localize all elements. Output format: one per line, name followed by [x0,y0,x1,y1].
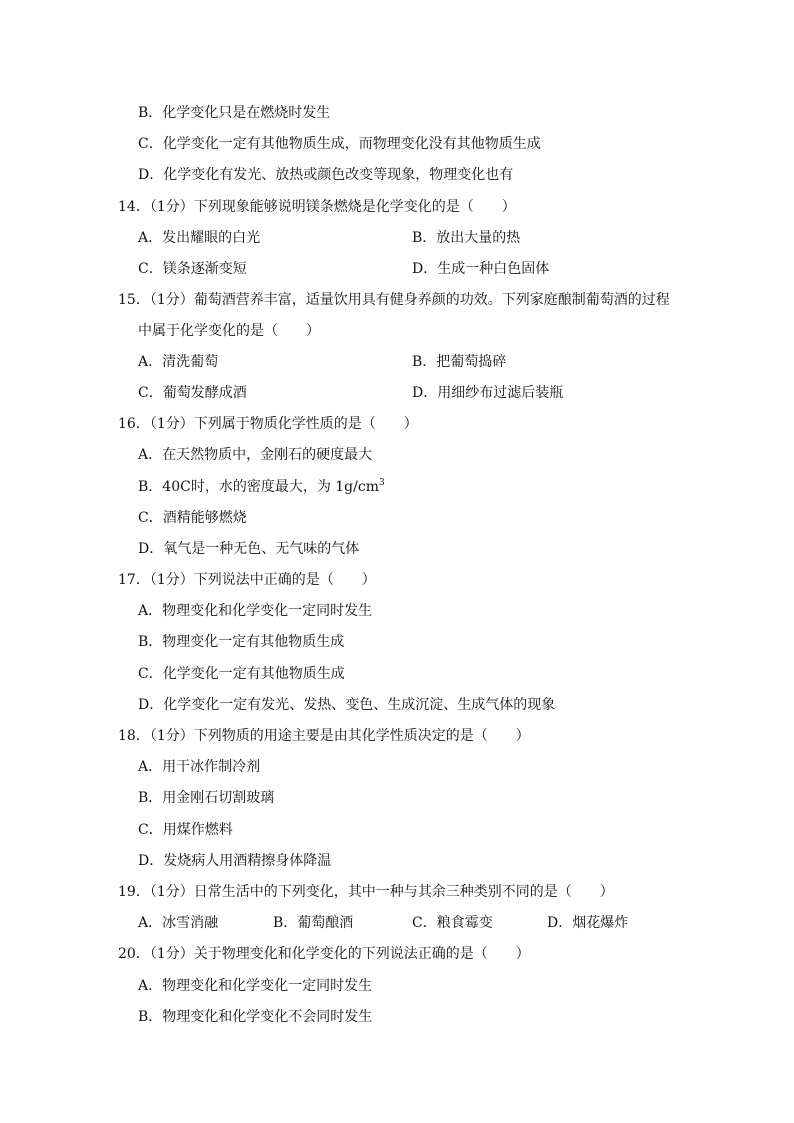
q15-option-b: B．把葡萄捣碎 [412,354,507,370]
q18-option-d: D．发烧病人用酒精擦身体降温 [138,853,332,869]
q19-stem: 19．（1分）日常生活中的下列变化，其中一种与其余三种类别不同的是（ ） [118,884,614,900]
q14-option-d: D．生成一种白色固体 [412,261,550,277]
q14-option-b: B．放出大量的热 [412,230,521,246]
q19-option-b: B．葡萄酿酒 [273,915,354,931]
q18-option-b: B．用金刚石切割玻璃 [138,790,275,806]
q16-option-b [138,478,385,496]
q15-option-a: A．清洗葡萄 [138,354,219,370]
q19-option-c: C．粮食霉变 [412,915,493,931]
q17-option-d: D．化学变化一定有发光、发热、变色、生成沉淀、生成气体的现象 [138,697,556,713]
q20-option-b: B．物理变化和化学变化不会同时发生 [138,1009,373,1025]
q15-stem-continued: 中属于化学变化的是（ ） [138,323,320,339]
q13-option-d: D．化学变化有发光、放热或颜色改变等现象，物理变化也有 [138,167,514,183]
q20-stem: 20．（1分）关于物理变化和化学变化的下列说法正确的是（ ） [118,946,530,962]
q20-option-a: A．物理变化和化学变化一定同时发生 [138,978,373,994]
q18-option-a: A．用干冰作制冷剂 [138,759,261,775]
q15-option-c: C．葡萄发酵成酒 [138,385,247,401]
q16-option-d: D．氧气是一种无色、无气味的气体 [138,541,360,557]
q17-option-b: B．物理变化一定有其他物质生成 [138,634,345,650]
q15-option-d: D．用细纱布过滤后装瓶 [412,385,564,401]
q19-option-a: A．冰雪消融 [138,915,219,931]
q19-option-d: D．烟花爆炸 [547,915,629,931]
q16-option-b-superscript: 3 [378,478,385,488]
q17-option-c: C．化学变化一定有其他物质生成 [138,666,345,682]
q13-option-c: C．化学变化一定有其他物质生成，而物理变化没有其他物质生成 [138,136,541,152]
q14-option-c: C．镁条逐渐变短 [138,261,247,277]
q16-option-a: A．在天然物质中，金刚石的硬度最大 [138,447,373,463]
q16-stem: 16．（1分）下列属于物质化学性质的是（ ） [118,416,418,432]
q17-stem: 17．（1分）下列说法中正确的是（ ） [118,572,376,588]
q16-option-b-text: B．40C时，水的密度最大，为 1g/cm [138,479,379,495]
q16-option-c: C．酒精能够燃烧 [138,510,247,526]
q18-option-c: C．用煤作燃料 [138,822,233,838]
q17-option-a: A．物理变化和化学变化一定同时发生 [138,603,373,619]
q14-option-a: A．发出耀眼的白光 [138,230,261,246]
q14-stem: 14．（1分）下列现象能够说明镁条燃烧是化学变化的是（ ） [118,199,516,215]
q18-stem: 18．（1分）下列物质的用途主要是由其化学性质决定的是（ ） [118,728,530,744]
q13-option-b: B．化学变化只是在燃烧时发生 [138,105,331,121]
q15-stem: 15．（1分）葡萄酒营养丰富，适量饮用具有健身养颜的功效。下列家庭酿制葡萄酒的过程 [118,292,670,308]
